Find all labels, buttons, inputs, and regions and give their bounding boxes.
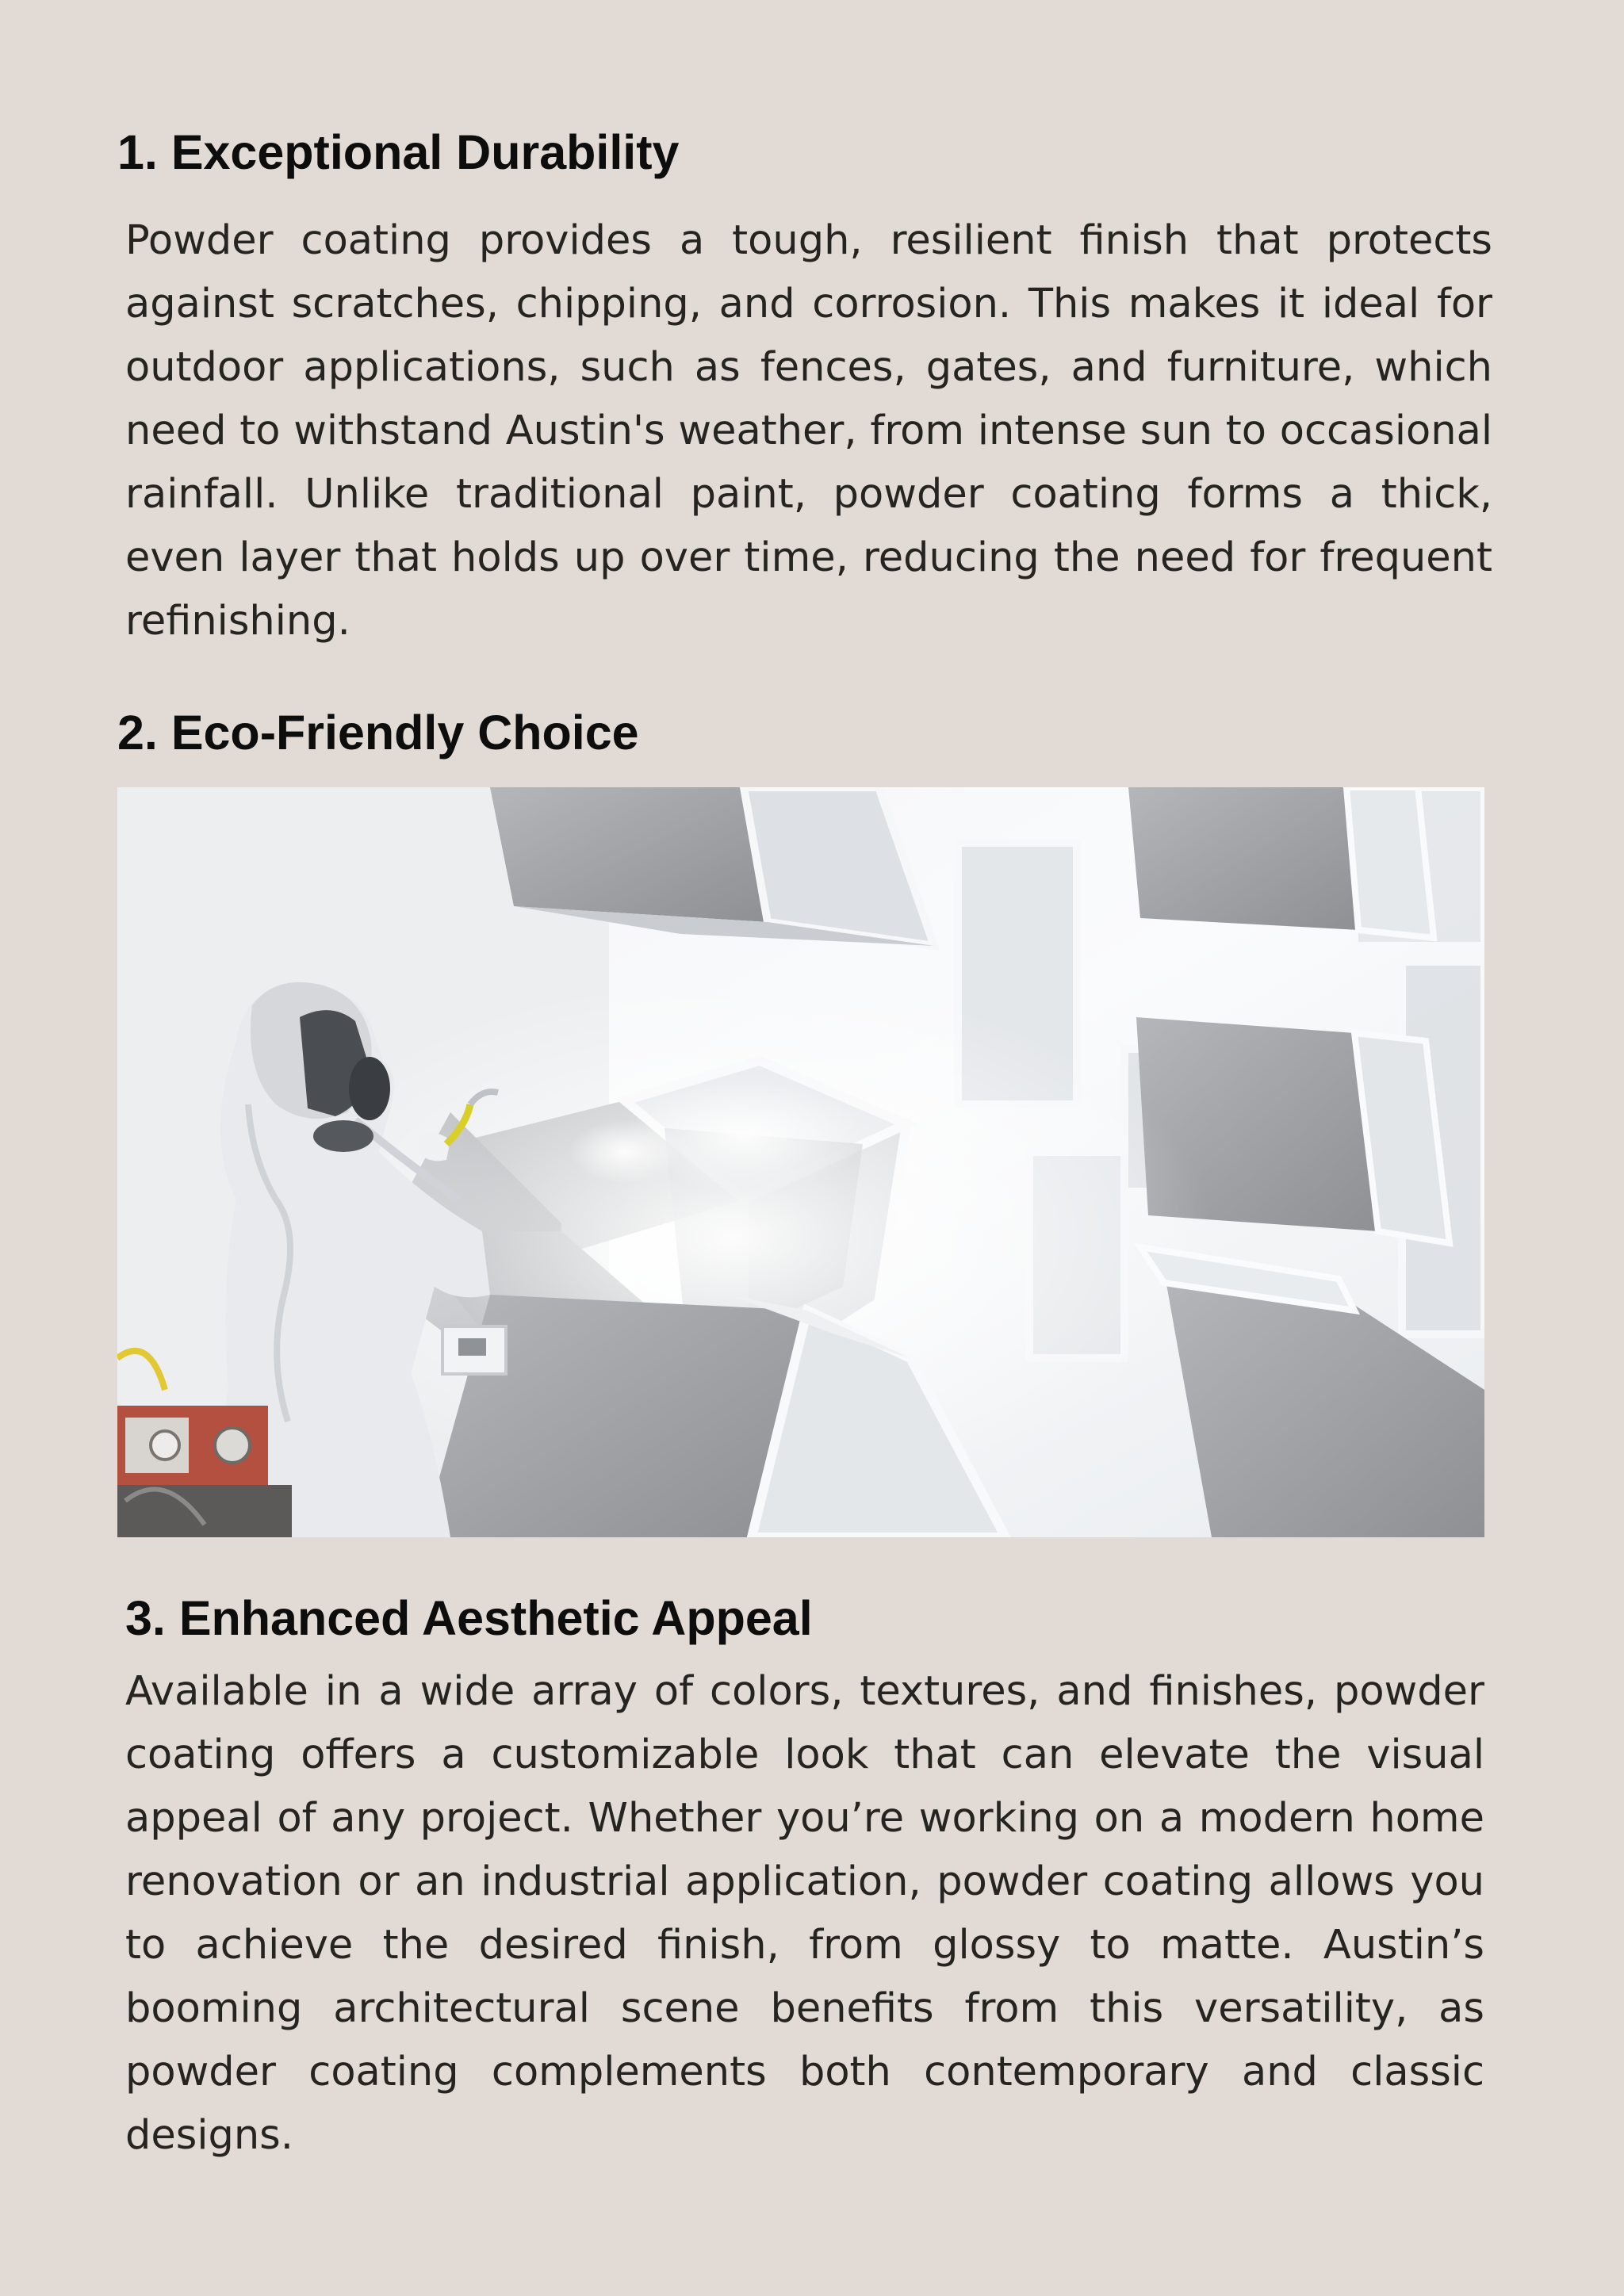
section-heading-eco-friendly: 2. Eco-Friendly Choice xyxy=(117,706,639,760)
powder-coating-spray-booth-photo xyxy=(117,787,1484,1537)
section-body-aesthetic-appeal: Available in a wide array of colors, textures, and finishes, powder coating offers a customizable look that can elevate the visual appeal of any project. Whether you’re working on a modern home renovation or an industrial application, powder coating allows you to achieve the desired finish, from glossy to matte. Austin’s booming architectural scene benefits from this versatility, as powder coating complements both contemporary and classic designs. xyxy=(125,1668,1484,2159)
section-heading-durability: 1. Exceptional Durability xyxy=(117,125,680,179)
section-body-durability: Powder coating provides a tough, resilient finish that protects against scratches, chipping, and corrosion. This makes it ideal for outdoor applications, such as fences, gates, and furniture, which need to withstand Austin's weather, from intense sun to occasional rainfall. Unlike traditional paint, powder coating forms a thick, even layer that holds up over time, reducing the need for frequent refinishing. xyxy=(125,217,1492,645)
section-heading-aesthetic-appeal: 3. Enhanced Aesthetic Appeal xyxy=(125,1591,813,1645)
